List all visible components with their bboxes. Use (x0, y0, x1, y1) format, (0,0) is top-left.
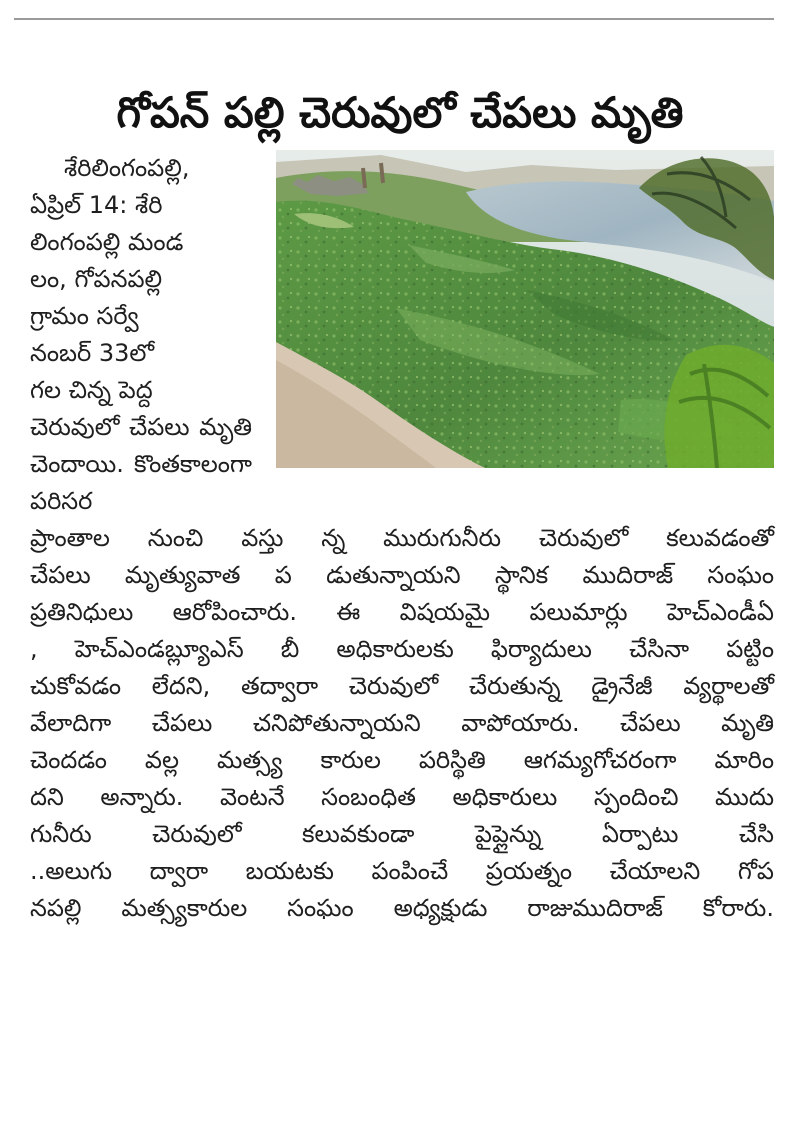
article-body (30, 409, 774, 927)
article-body-line: చుకోవడం లేదని, తద్వారా చెరువులో చేరుతున్న డ్రైనేజీ వ్యర్థాలతో (30, 672, 774, 700)
intro-line: లం, గోపనపల్లి (30, 265, 163, 293)
article-body-line: దని అన్నారు. వెంటనే సంబంధిత అధికారులు స్పందించి ముదు (30, 783, 774, 811)
article-body-line: చెందడం వల్ల మత్స్య కారుల పరిస్థితి ఆగమ్యగోచరంగా మారిం (30, 746, 774, 774)
intro-line: గల చిన్న పెద్ద (30, 376, 153, 404)
article-body-line: వేలాదిగా చేపలు చనిపోతున్నాయని వాపోయారు. చేపలు మృతి (30, 709, 774, 737)
intro-line: ఏప్రిల్ 14: శేరి (30, 191, 163, 219)
news-article (30, 150, 774, 927)
article-body-line: గునీరు చెరువులో కలువకుండా పైప్లైన్ను ఏర్పాటు చేసి (30, 820, 774, 848)
article-body-line: నపల్లి మత్స్యకారుల సంఘం అధ్యక్షుడు రాజుముదిరాజ్ కోరారు. (30, 894, 774, 922)
article-body-line: ప్రతినిధులు ఆరోపించారు. ఈ విషయమై పలుమార్లు హెచ్ఎండీఏ (30, 598, 774, 626)
intro-line: లింగంపల్లి మండ (30, 228, 184, 256)
article-body-line: చెరువులో చేపలు మృతి చెందాయి. కొంతకాలంగా పరిసర (30, 413, 252, 515)
article-headline: గోపన్ పల్లి చెరువులో చేపలు మృతి (116, 88, 684, 138)
article-body-line: , హెచ్ఎండబ్ల్యూఎస్ బీ అధికారులకు ఫిర్యాదులు చేసినా పట్టిం (30, 635, 774, 663)
dateline-column (30, 150, 250, 409)
article-body-line: చేపలు మృత్యువాత ప డుతున్నాయని స్థానిక ముదిరాజ్ సంఘం (30, 561, 774, 589)
lake-photo (276, 150, 774, 468)
intro-line: గ్రామం సర్వే (30, 302, 139, 330)
top-divider-line (14, 18, 774, 20)
lake-photo-drawing (276, 150, 774, 468)
article-body-line: ..అలుగు ద్వారా బయటకు పంపించే ప్రయత్నం చేయాలని గోప (30, 857, 774, 885)
intro-line: శేరిలింగంపల్లి, (64, 154, 190, 182)
intro-line: నంబర్ 33లో (30, 339, 155, 367)
article-body-line: ప్రాంతాల నుంచి వస్తు న్న మురుగునీరు చెరువులో కలువడంతో (30, 524, 774, 552)
